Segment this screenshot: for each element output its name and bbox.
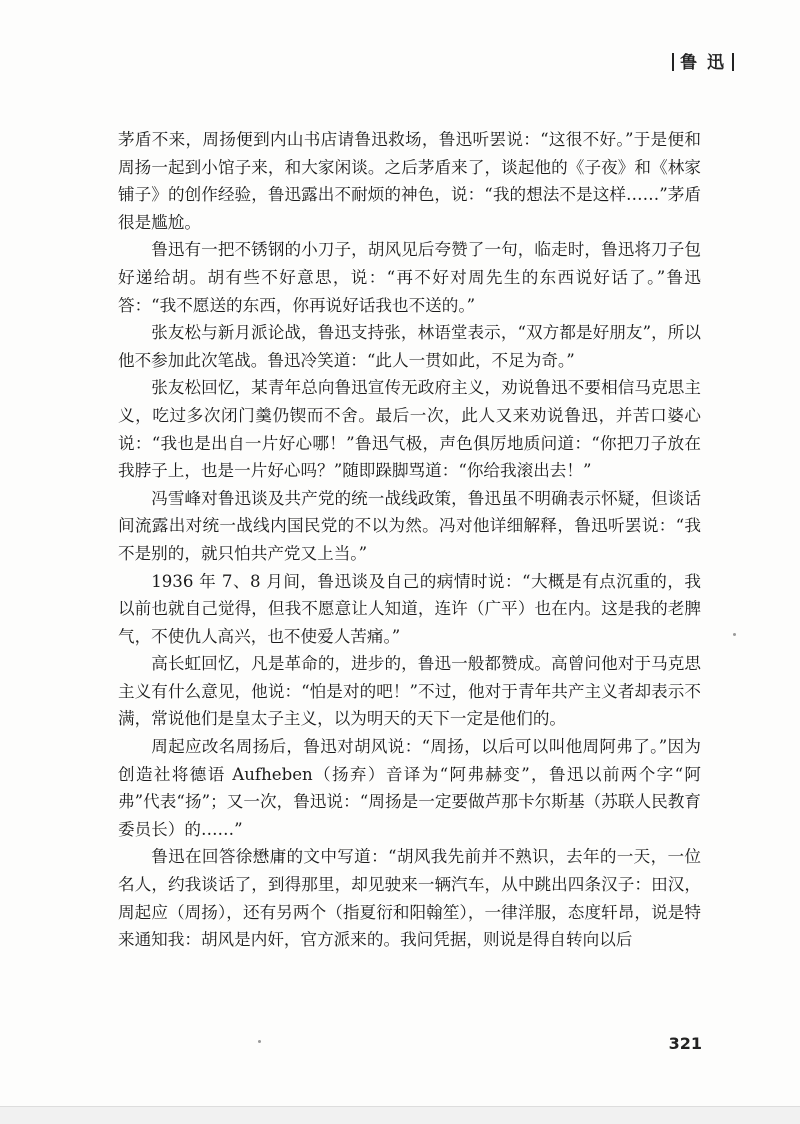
paragraph: 周起应改名周扬后，鲁迅对胡风说：“周扬，以后可以叫他周阿弗了。”因为创造社将德语 Aufheben（扬弃）音译为“阿弗赫变”，鲁迅以前两个字“阿弗”代表“扬”；又一次，鲁迅说：“周扬是一定要做芦那卡尔斯基（苏联人民教育委员长）的……”: [118, 737, 701, 839]
header-bar-right: [732, 53, 734, 71]
running-head-title: 鲁 迅: [680, 53, 726, 73]
scan-speck: [258, 1040, 261, 1043]
header-bar-left: [672, 53, 674, 71]
paragraph: 高长虹回忆，凡是革命的，进步的，鲁迅一般都赞成。高曾问他对于马克思主义有什么意见，他说：“怕是对的吧！”不过，他对于青年共产主义者却表示不满，常说他们是皇太子主义，以为明天的天下一定是他们的。: [118, 654, 701, 729]
paragraph: 张友松与新月派论战，鲁迅支持张，林语堂表示，“双方都是好朋友”，所以他不参加此次笔战。鲁迅冷笑道：“此人一贯如此，不足为奇。”: [118, 323, 701, 370]
running-head: [666, 48, 740, 73]
scan-speck: [733, 633, 736, 636]
body-text: [118, 126, 701, 954]
paragraph: 茅盾不来，周扬便到内山书店请鲁迅救场，鲁迅听罢说：“这很不好。”于是便和周扬一起到小馆子来，和大家闲谈。之后茅盾来了，谈起他的《子夜》和《林家铺子》的创作经验，鲁迅露出不耐烦的神色，说：“我的想法不是这样……”茅盾很是尴尬。: [118, 130, 701, 232]
paragraph: 1936 年 7、8 月间，鲁迅谈及自己的病情时说：“大概是有点沉重的，我以前也就自己觉得，但我不愿意让人知道，连许（广平）也在内。这是我的老脾气，不使仇人高兴，也不使爱人苦痛。”: [118, 571, 701, 646]
paragraph: 冯雪峰对鲁迅谈及共产党的统一战线政策，鲁迅虽不明确表示怀疑，但谈话间流露出对统一战线内国民党的不以为然。冯对他详细解释，鲁迅听罢说：“我不是别的，就只怕共产党又上当。”: [118, 488, 701, 563]
paragraph: 鲁迅在回答徐懋庸的文中写道：“胡风我先前并不熟识，去年的一天，一位名人，约我谈话了，到得那里，却见驶来一辆汽车，从中跳出四条汉子：田汉，周起应（周扬），还有另两个（指夏衍和阳翰笙），一律洋服，态度轩昂，说是特来通知我：胡风是内奸，官方派来的。我问凭据，则说是得自转向以后: [118, 847, 701, 950]
page-number: 321: [668, 1034, 702, 1053]
paragraph: 张友松回忆，某青年总向鲁迅宣传无政府主义，劝说鲁迅不要相信马克思主义，吃过多次闭门羹仍锲而不舍。最后一次，此人又来劝说鲁迅，并苦口婆心说：“我也是出自一片好心哪！”鲁迅气极，声色俱厉地质问道：“你把刀子放在我脖子上，也是一片好心吗？”随即跺脚骂道：“你给我滚出去！”: [118, 378, 701, 481]
paragraph: 鲁迅有一把不锈钢的小刀子，胡风见后夸赞了一句，临走时，鲁迅将刀子包好递给胡。胡有些不好意思，说：“再不好对周先生的东西说好话了。”鲁迅答：“我不愿送的东西，你再说好话我也不送的。”: [118, 240, 701, 315]
scan-edge: [0, 1106, 800, 1124]
